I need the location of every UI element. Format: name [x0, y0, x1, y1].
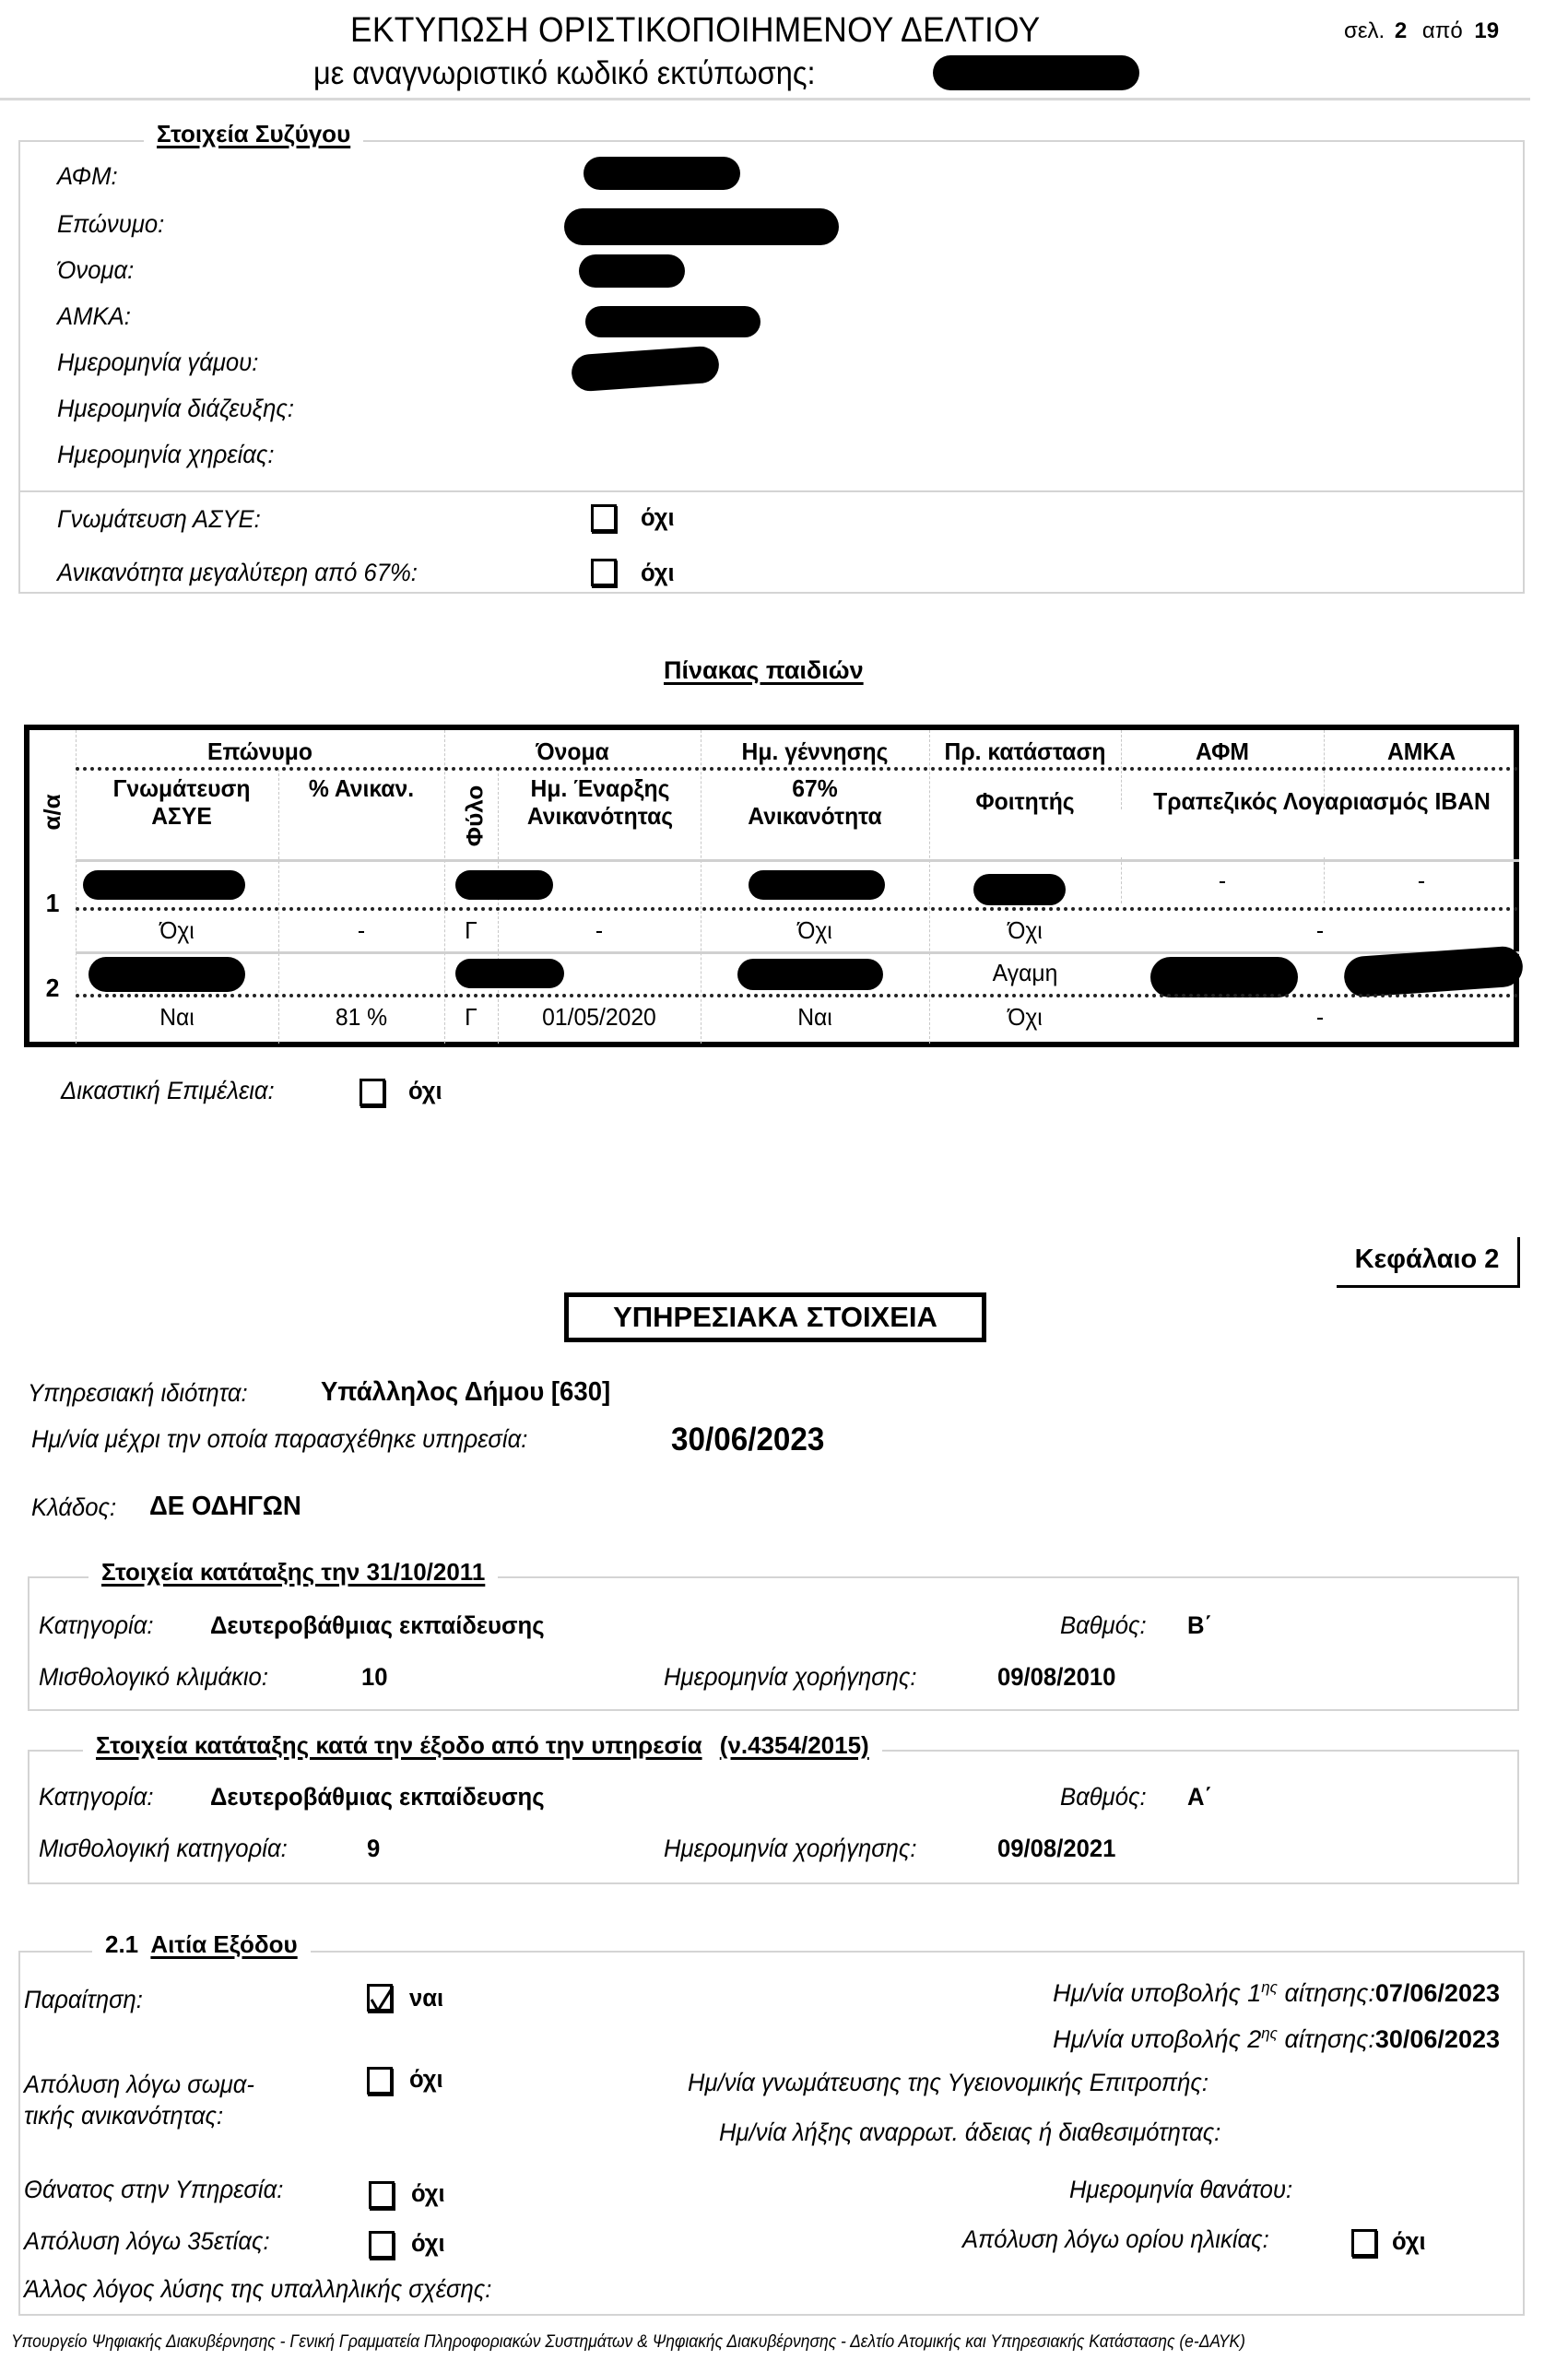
redacted-spouse-afm — [584, 157, 740, 190]
header-divider — [0, 98, 1530, 100]
redacted-child-2-surname — [88, 957, 245, 992]
service-capacity-value: Υπάλληλος Δήμου [630] — [321, 1377, 611, 1407]
classification-2011-scale-label: Μισθολογικό κλιμάκιο: — [39, 1663, 268, 1691]
row-1-disability-67: Όχι — [797, 916, 832, 944]
spouse-disability-value: όχι — [641, 559, 675, 586]
classification-exit-category-value: Δευτεροβάθμιας εκπαίδευσης — [210, 1783, 545, 1811]
dismissal-35-value: όχι — [411, 2229, 445, 2257]
classification-exit-grant-date-label: Ημερομηνία χορήγησης: — [664, 1835, 917, 1862]
classification-exit-section — [28, 1750, 1519, 1884]
page-total: 19 — [1474, 18, 1500, 43]
classification-2011-grant-date-label: Ημερομηνία χορήγησης: — [664, 1663, 917, 1691]
death-in-service-checkbox[interactable] — [369, 2181, 395, 2209]
service-branch-value: ΔΕ ΟΔΗΓΩΝ — [149, 1492, 301, 1521]
row-2-asye: Ναι — [159, 1003, 195, 1031]
resignation-value: ναι — [409, 1984, 444, 2012]
row-2-marital-status: Αγαμη — [992, 959, 1058, 986]
redacted-spouse-amka — [585, 306, 760, 337]
first-application-date-value: 07/06/2023 — [1374, 1979, 1500, 2007]
row-1-gender: Γ — [465, 916, 477, 944]
classification-exit-legend — [83, 1731, 882, 1760]
classification-2011-grade-value: Β΄ — [1187, 1611, 1213, 1639]
document-title: ΕΚΤΥΠΩΣΗ ΟΡΙΣΤΙΚΟΠΟΙΗΜΕΝΟΥ ΔΕΛΤΙΟΥ — [350, 11, 1041, 50]
spouse-asye-label: Γνωμάτευση ΑΣΥΕ: — [57, 505, 261, 533]
col-header-birth-date: Ημ. γέννησης — [741, 738, 889, 765]
spouse-marriage-date-label: Ημερομηνία γάμου: — [57, 348, 259, 376]
row-1-asye: Όχι — [159, 916, 195, 944]
col-header-name: Όνομα — [536, 738, 609, 765]
page-current: 2 — [1394, 18, 1408, 43]
col-divider — [278, 769, 279, 1044]
redacted-spouse-name — [579, 254, 685, 288]
age-limit-label: Απόλυση λόγω ορίου ηλικίας: — [962, 2225, 1269, 2253]
physical-incapacity-label-line2: τικής ανικανότητας: — [24, 2102, 224, 2130]
row-2-iban: - — [1315, 1003, 1325, 1031]
col-header-student: Φοιτητής — [975, 787, 1075, 815]
second-application-date-value: 30/06/2023 — [1374, 2025, 1500, 2053]
redacted-child-2-afm — [1150, 957, 1298, 997]
header-dotted-divider — [76, 767, 1519, 771]
physical-incapacity-checkbox[interactable] — [367, 2067, 393, 2094]
service-end-date-label: Ημ/νία μέχρι την οποία παρασχέθηκε υπηρεσία: — [31, 1425, 528, 1453]
age-limit-checkbox[interactable] — [1351, 2229, 1377, 2257]
print-code-label — [313, 55, 816, 92]
row-2-disability-start: 01/05/2020 — [542, 1003, 656, 1031]
first-application-date: Ημ/νία υποβολής $1^{\eta\varsigma}$ αίτησης:07/06/2023 — [1053, 1978, 1500, 2007]
col-divider — [1121, 857, 1122, 903]
col-header-marital-status: Πρ. κατάσταση — [944, 738, 1106, 765]
resignation-checkbox[interactable] — [367, 1984, 393, 2012]
spouse-legend: Στοιχεία Συζύγου — [144, 120, 363, 148]
dismissal-35-label: Απόλυση λόγω 35ετίας: — [24, 2227, 270, 2255]
row-2-student: Όχι — [1008, 1003, 1043, 1031]
spouse-disability-label: Ανικανότητα μεγαλύτερη από 67%: — [57, 559, 418, 586]
classification-2011-legend: Στοιχεία κατάταξης την 31/10/2011 — [88, 1558, 498, 1587]
service-branch-label: Κλάδος: — [31, 1493, 117, 1521]
spouse-divider — [18, 490, 1523, 492]
classification-2011-grade-label: Βαθμός: — [1060, 1611, 1147, 1639]
exit-reason-legend-text: Αιτία Εξόδου — [150, 1930, 298, 1958]
death-date-label: Ημερομηνία θανάτου: — [1069, 2176, 1293, 2203]
other-reason-label: Άλλος λόγος λύσης της υπαλληλικής σχέσης: — [24, 2275, 492, 2303]
redacted-child-1-birth-date — [749, 870, 885, 900]
death-in-service-value: όχι — [411, 2179, 445, 2207]
spouse-amka-label: ΑΜΚΑ: — [57, 302, 131, 330]
col-header-surname: Επώνυμο — [207, 738, 312, 765]
col-header-iban: Τραπεζικός Λογαριασμός IBAN — [1153, 787, 1491, 815]
page-indicator: σελ. 2 από 19 — [1344, 18, 1500, 43]
physical-incapacity-value: όχι — [409, 2065, 443, 2093]
row-2-index: 2 — [45, 974, 60, 1002]
resignation-label: Παραίτηση: — [24, 1986, 143, 2013]
death-in-service-label: Θάνατος στην Υπηρεσία: — [24, 2176, 284, 2203]
row-2-gender: Γ — [465, 1003, 477, 1031]
footer-text: Υπουργείο Ψηφιακής Διακυβέρνησης - Γενική Γραμματεία Πληροφοριακών Συστημάτων & Ψηφιακής Διακυβέρνησης - Δελτίο Ατομικής και Υπηρεσιακής Κατάστασης (e-ΔΑΥΚ) — [11, 2332, 1245, 2352]
classification-2011-category-label: Κατηγορία: — [39, 1611, 154, 1639]
row-1-dotted-divider — [76, 907, 1519, 911]
spouse-asye-value: όχι — [641, 503, 675, 531]
spouse-widowhood-date-label: Ημερομηνία χηρείας: — [57, 441, 275, 468]
exit-reason-legend-number: 2.1 — [105, 1930, 139, 1958]
custody-checkbox[interactable] — [360, 1079, 385, 1106]
redacted-child-2-name — [455, 959, 564, 988]
col-header-asye: Γνωμάτευση ΑΣΥΕ — [112, 774, 251, 830]
row-divider — [76, 859, 1519, 862]
second-application-date: Ημ/νία υποβολής $2^{\eta\varsigma}$ αίτησης:30/06/2023 — [1053, 2024, 1500, 2053]
classification-2011-grant-date-value: 09/08/2010 — [997, 1663, 1116, 1691]
sick-leave-end-date-label: Ημ/νία λήξης αναρρωτ. άδειας ή διαθεσιμότητας: — [719, 2118, 1221, 2146]
service-section-title: ΥΠΗΡΕΣΙΑΚΑ ΣΤΟΙΧΕΙΑ — [564, 1292, 986, 1342]
classification-2011-category-value: Δευτεροβάθμιας εκπαίδευσης — [210, 1611, 545, 1639]
row-1-afm: - — [1218, 867, 1227, 894]
row-1-student: Όχι — [1008, 916, 1043, 944]
service-end-date-value: 30/06/2023 — [671, 1422, 825, 1457]
col-header-disability-pct: % Ανικαν. — [308, 774, 415, 802]
redacted-spouse-surname — [564, 208, 839, 245]
redacted-print-code — [933, 55, 1139, 90]
custody-value: όχι — [408, 1077, 442, 1104]
chapter-label: Κεφάλαιο 2 — [1337, 1237, 1520, 1288]
classification-exit-category-label: Κατηγορία: — [39, 1783, 154, 1811]
classification-2011-scale-value: 10 — [361, 1663, 388, 1691]
redacted-child-2-birth-date — [737, 959, 883, 990]
custody-label: Δικαστική Επιμέλεια: — [61, 1077, 275, 1104]
row-1-disability-pct: - — [357, 916, 366, 944]
spouse-afm-label: ΑΦΜ: — [57, 162, 118, 190]
dismissal-35-checkbox[interactable] — [369, 2231, 395, 2259]
row-1-index: 1 — [45, 889, 60, 917]
print-code-label-text: με αναγνωριστικό κωδικό εκτύπωσης: — [313, 55, 816, 91]
classification-exit-grade-label: Βαθμός: — [1060, 1783, 1147, 1811]
col-divider — [498, 769, 499, 1044]
physical-incapacity-label-line1: Απόλυση λόγω σωμα- — [24, 2071, 254, 2098]
spouse-asye-checkbox[interactable] — [591, 504, 617, 532]
row-2-disability-67: Ναι — [797, 1003, 832, 1031]
spouse-surname-label: Επώνυμο: — [57, 210, 165, 238]
classification-exit-scale-value: 9 — [367, 1835, 381, 1862]
age-limit-value: όχι — [1392, 2227, 1426, 2255]
col-divider — [1324, 857, 1325, 903]
classification-exit-grade-value: Α΄ — [1187, 1783, 1213, 1811]
redacted-child-1-marital-status — [973, 874, 1066, 905]
col-header-index: α/α — [39, 794, 66, 831]
col-header-disability-start: Ημ. Έναρξης Ανικανότητας — [526, 774, 674, 830]
col-header-gender: Φύλο — [461, 785, 489, 847]
col-header-afm: ΑΦΜ — [1195, 738, 1250, 765]
classification-exit-legend-law: (ν.4354/2015) — [719, 1731, 869, 1759]
redacted-child-1-name — [455, 870, 553, 900]
row-divider — [76, 951, 1519, 954]
classification-exit-scale-label: Μισθολογική κατηγορία: — [39, 1835, 288, 1862]
checkmark-icon — [368, 1983, 395, 2014]
spouse-name-label: Όνομα: — [57, 256, 135, 284]
redacted-child-1-surname — [83, 870, 245, 900]
spouse-divorce-date-label: Ημερομηνία διάζευξης: — [57, 395, 294, 422]
row-1-amka: - — [1417, 867, 1426, 894]
row-1-disability-start: - — [595, 916, 604, 944]
health-committee-date-label: Ημ/νία γνωμάτευσης της Υγειονομικής Επιτροπής: — [688, 2069, 1208, 2096]
row-2-disability-pct: 81 % — [335, 1003, 388, 1031]
classification-exit-legend-text: Στοιχεία κατάταξης κατά την έξοδο από την υπηρεσία — [96, 1731, 702, 1759]
classification-exit-grant-date-value: 09/08/2021 — [997, 1835, 1116, 1862]
service-capacity-label: Υπηρεσιακή ιδιότητα: — [28, 1379, 248, 1407]
exit-reason-legend — [92, 1930, 311, 1959]
col-header-disability-67: 67% Ανικανότητα — [748, 774, 882, 830]
row-1-iban: - — [1315, 916, 1325, 944]
children-table-title: Πίνακας παιδιών — [664, 656, 864, 684]
children-table — [24, 725, 1519, 1047]
row-2-dotted-divider — [76, 994, 1519, 997]
col-header-amka: ΑΜΚΑ — [1386, 738, 1456, 765]
spouse-disability-checkbox[interactable] — [591, 559, 617, 586]
